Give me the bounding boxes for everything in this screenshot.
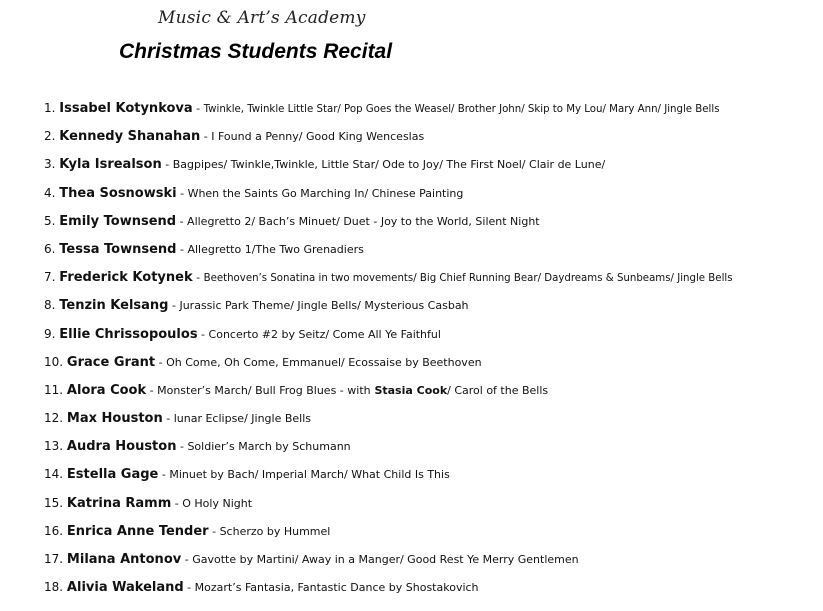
piece-list: Gavotte by Martini/ Away in a Manger/ Good Rest Ye Merry Gentlemen (192, 553, 579, 566)
list-item: 16. Enrica Anne Tender - Scherzo by Hummel (44, 523, 331, 539)
item-number: 15. (44, 495, 64, 510)
list-item: 6. Tessa Townsend - Allegretto 1/The Two Grenadiers (44, 241, 364, 257)
page-title: Christmas Students Recital (119, 40, 393, 63)
item-number: 11. (44, 382, 64, 397)
item-number: 14. (44, 467, 64, 482)
list-item: 9. Ellie Chrissopoulos - Concerto #2 by Seitz/ Come All Ye Faithful (44, 326, 441, 342)
piece-list: Allegretto 2/ Bach’s Minuet/ Duet - Joy to the World, Silent Night (187, 214, 540, 228)
piece-list: Bagpipes/ Twinkle,Twinkle, Little Star/ Ode to Joy/ The First Noel/ Clair de Lune/ (172, 158, 606, 172)
student-name: Kennedy Shanahan (59, 129, 201, 145)
student-name: Frederick Kotynek (59, 270, 193, 286)
student-name: Enrica Anne Tender (66, 523, 209, 539)
list-item: 3. Kyla Isrealson - Bagpipes/ Twinkle,Twinkle, Little Star/ Ode to Joy/ The First Noel/ Clair de Lune/ (44, 157, 606, 173)
piece-list: Allegretto 1/The Two Grenadiers (187, 242, 364, 256)
item-number: 3. (44, 157, 56, 172)
list-item: 7. Frederick Kotynek - Beethoven’s Sonatina in two movements/ Big Chief Running Bear/ Daydreams & Sunbeams/ Jingle Bells (44, 270, 733, 286)
piece-list: Concerto #2 by Seitz/ Come All Ye Faithful (208, 327, 441, 341)
student-name: Thea Sosnowski (59, 185, 177, 201)
student-name: Kyla Isrealson (59, 157, 162, 173)
piece-list: Oh Come, Oh Come, Emmanuel/ Ecossaise by Beethoven (166, 355, 482, 369)
academy-name: Music & Art’s Academy (158, 8, 366, 28)
item-number: 13. (44, 439, 64, 454)
list-item: 14. Estella Gage - Minuet by Bach/ Imperial March/ What Child Is This (44, 467, 450, 483)
list-item: 2. Kennedy Shanahan - I Found a Penny/ Good King Wenceslas (44, 129, 425, 145)
student-name: Tessa Townsend (59, 241, 177, 257)
piece-list: O Holy Night (182, 496, 253, 510)
student-name: Estella Gage (66, 467, 159, 483)
list-item: 13. Audra Houston - Soldier’s March by Schumann (44, 439, 351, 455)
item-number: 10. (44, 354, 64, 369)
student-name: Katrina Ramm (66, 495, 172, 511)
list-item: 8. Tenzin Kelsang - Jurassic Park Theme/ Jingle Bells/ Mysterious Casbah (44, 298, 469, 314)
piece-list: Soldier’s March by Schumann (187, 440, 351, 454)
list-item: 15. Katrina Ramm - O Holy Night (44, 495, 253, 511)
student-name: Ellie Chrissopoulos (59, 326, 198, 342)
piece-list: Jurassic Park Theme/ Jingle Bells/ Mysterious Casbah (179, 299, 469, 313)
list-item: 12. Max Houston - lunar Eclipse/ Jingle Bells (44, 411, 312, 427)
item-number: 18. (44, 580, 64, 595)
piece-list-continued: / Carol of the Bells (447, 383, 549, 397)
item-number: 9. (44, 326, 56, 341)
recital-program-list (44, 97, 733, 604)
piece-list: When the Saints Go Marching In/ Chinese Painting (187, 186, 464, 200)
item-number: 8. (44, 298, 56, 313)
item-number: 7. (44, 270, 56, 285)
student-name: Milana Antonov (66, 552, 182, 567)
list-item: 1. Issabel Kotynkova - Twinkle, Twinkle Little Star/ Pop Goes the Weasel/ Brother John/ Skip to My Lou/ Mary Ann/ Jingle Bells (44, 101, 720, 116)
item-number: 1. (44, 101, 56, 115)
piece-list: I Found a Penny/ Good King Wenceslas (211, 130, 425, 144)
student-name: Max Houston (66, 411, 163, 427)
item-number: 2. (44, 129, 56, 144)
item-number: 16. (44, 523, 64, 538)
piece-list: Minuet by Bach/ Imperial March/ What Child Is This (169, 468, 450, 482)
list-item: 11. Alora Cook - Monster’s March/ Bull Frog Blues - with Stasia Cook/ Carol of the Bells (44, 382, 549, 398)
list-item: 4. Thea Sosnowski - When the Saints Go Marching In/ Chinese Painting (44, 185, 464, 201)
piece-list: Beethoven’s Sonatina in two movements/ Big Chief Running Bear/ Daydreams & Sunbeams/ Jingle Bells (203, 273, 733, 285)
piece-list: Mozart’s Fantasia, Fantastic Dance by Shostakovich (194, 581, 479, 595)
item-number: 4. (44, 185, 56, 200)
list-item: 10. Grace Grant - Oh Come, Oh Come, Emmanuel/ Ecossaise by Beethoven (44, 354, 482, 370)
student-name: Grace Grant (66, 354, 156, 370)
student-name: Tenzin Kelsang (59, 298, 169, 314)
item-number: 12. (44, 411, 64, 426)
item-number: 5. (44, 213, 56, 228)
student-name: Alivia Wakeland (66, 580, 184, 596)
list-item: 18. Alivia Wakeland - Mozart’s Fantasia, Fantastic Dance by Shostakovich (44, 580, 479, 596)
student-name: Alora Cook (66, 382, 147, 398)
student-name: Audra Houston (66, 439, 177, 455)
student-name: Emily Townsend (59, 213, 177, 229)
item-number: 17. (44, 552, 64, 566)
piece-list: Monster’s March/ Bull Frog Blues - with (157, 383, 371, 397)
piece-list: Twinkle, Twinkle Little Star/ Pop Goes the Weasel/ Brother John/ Skip to My Lou/ Mary Ann/ Jingle Bells (203, 104, 720, 115)
student-name: Issabel Kotynkova (59, 101, 193, 116)
guest-performer-name: Stasia Cook (374, 383, 448, 397)
item-number: 6. (44, 241, 56, 256)
list-item: 5. Emily Townsend - Allegretto 2/ Bach’s Minuet/ Duet - Joy to the World, Silent Night (44, 213, 540, 229)
piece-list: Scherzo by Hummel (219, 524, 331, 538)
list-item: 17. Milana Antonov - Gavotte by Martini/ Away in a Manger/ Good Rest Ye Merry Gentlemen (44, 552, 579, 567)
piece-list: lunar Eclipse/ Jingle Bells (173, 412, 312, 426)
